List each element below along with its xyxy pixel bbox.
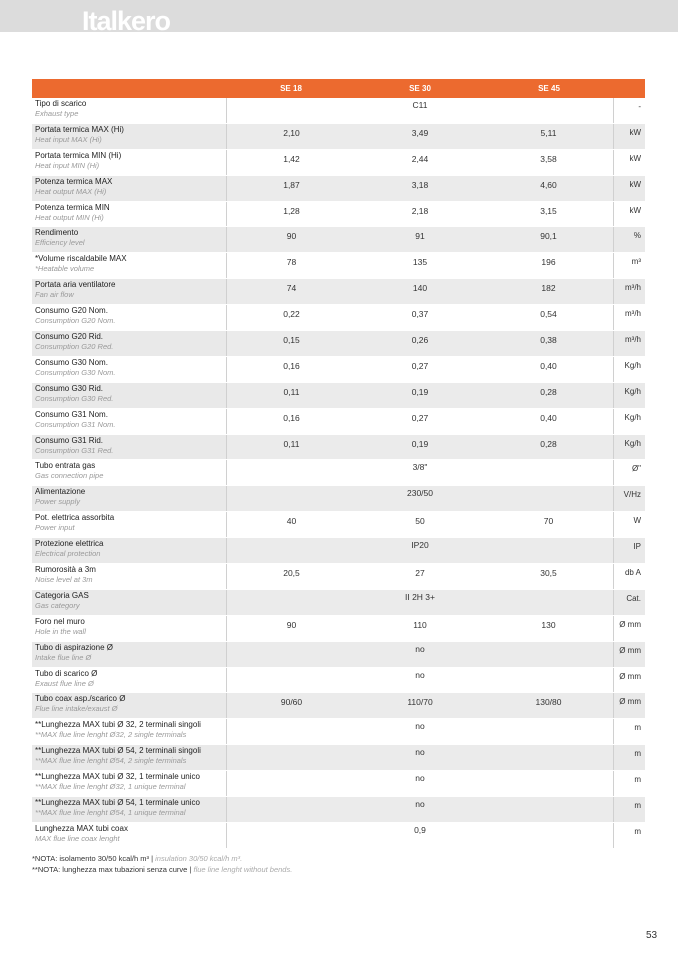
row-value-all-models: no bbox=[415, 799, 425, 810]
row-label-en: Fan air flow bbox=[35, 290, 74, 300]
row-value-se45: 0,40 bbox=[540, 412, 557, 423]
row-value-se18: 0,11 bbox=[283, 386, 300, 397]
row-label-cell bbox=[32, 202, 226, 227]
row-value-se18: 20,5 bbox=[283, 568, 300, 579]
row-unit: kW bbox=[629, 153, 641, 163]
row-label-it: Rumorosità a 3m bbox=[35, 565, 96, 575]
row-label-en: Consumption G30 Red. bbox=[35, 393, 114, 403]
row-value-all-models: II 2H 3+ bbox=[404, 591, 435, 602]
table-row bbox=[32, 253, 645, 279]
table-row bbox=[32, 719, 645, 745]
row-label-en: Power supply bbox=[35, 497, 81, 507]
table-row bbox=[32, 538, 645, 564]
row-value-se18: 90 bbox=[286, 619, 297, 630]
row-values bbox=[226, 305, 614, 330]
row-value-se30: 110/70 bbox=[407, 697, 433, 708]
table-row bbox=[32, 460, 645, 486]
row-label-cell bbox=[32, 227, 226, 252]
row-label-en: Flue line intake/exaust Ø bbox=[35, 704, 118, 714]
row-label-cell bbox=[32, 435, 226, 460]
row-values bbox=[226, 98, 614, 123]
row-value-se30: 27 bbox=[415, 568, 425, 579]
table-row bbox=[32, 668, 645, 694]
row-values bbox=[226, 745, 614, 770]
row-value-se45: 0,28 bbox=[540, 386, 557, 397]
row-values bbox=[226, 668, 614, 693]
row-label-it: Consumo G31 Nom. bbox=[35, 409, 108, 419]
row-label-cell bbox=[32, 305, 226, 330]
row-value-se30: 2,18 bbox=[411, 205, 429, 216]
row-values bbox=[226, 124, 614, 149]
row-unit: Ø mm bbox=[614, 693, 645, 718]
row-label-cell bbox=[32, 512, 226, 537]
row-value-se30: 0,27 bbox=[411, 360, 429, 371]
row-value-all-models: 3/8" bbox=[412, 462, 428, 473]
row-label-it: Rendimento bbox=[35, 228, 79, 238]
row-value-se45: 130 bbox=[541, 619, 556, 630]
row-label-cell bbox=[32, 771, 226, 796]
row-value-se18: 40 bbox=[286, 516, 297, 527]
row-value-se30: 0,26 bbox=[411, 335, 429, 346]
row-value-se18: 74 bbox=[286, 283, 297, 294]
row-value-se30: 50 bbox=[415, 516, 425, 527]
row-label-en: Heat output MAX (Hi) bbox=[35, 186, 107, 196]
table-row bbox=[32, 642, 645, 668]
table-row bbox=[32, 512, 645, 538]
row-values bbox=[226, 538, 614, 563]
row-label-it: Consumo G30 Rid. bbox=[35, 383, 104, 393]
row-label-en: **MAX flue line lenght Ø32, 1 unique terminal bbox=[35, 782, 186, 792]
row-values bbox=[226, 435, 614, 460]
footnote-2-en: flue line lenght without bends. bbox=[193, 865, 293, 874]
row-value-se45: 5,11 bbox=[540, 127, 557, 138]
row-value-se45: 70 bbox=[543, 516, 554, 527]
row-unit: Ø" bbox=[631, 464, 641, 474]
row-label-en: Exaust flue line Ø bbox=[35, 678, 94, 688]
row-unit: m³/h bbox=[625, 309, 641, 319]
row-values bbox=[226, 590, 614, 615]
row-unit: Ø mm bbox=[619, 671, 641, 681]
table-row bbox=[32, 616, 645, 642]
spec-table bbox=[32, 79, 645, 849]
row-unit: kW bbox=[629, 205, 641, 215]
row-unit: m bbox=[634, 775, 641, 785]
row-value-se30: 0,19 bbox=[411, 438, 429, 449]
row-unit: m bbox=[614, 797, 645, 822]
table-row bbox=[32, 771, 645, 797]
row-values bbox=[226, 227, 614, 252]
row-unit: % bbox=[614, 227, 645, 252]
row-label-cell bbox=[32, 590, 226, 615]
row-value-se18: 78 bbox=[286, 257, 297, 268]
row-value-se45: 90,1 bbox=[540, 231, 557, 242]
row-values bbox=[226, 150, 614, 175]
row-label-it: Portata aria ventilatore bbox=[35, 280, 116, 290]
header-empty bbox=[32, 79, 226, 98]
header-col-se18: SE 18 bbox=[280, 84, 302, 93]
row-value-all-models: no bbox=[415, 721, 425, 732]
row-value-se45: 4,60 bbox=[540, 179, 557, 190]
row-unit: Ø mm bbox=[619, 619, 641, 629]
row-label-cell bbox=[32, 693, 226, 718]
row-label-cell bbox=[32, 616, 226, 641]
row-value-se30: 135 bbox=[412, 257, 428, 268]
row-value-all-models: no bbox=[415, 773, 425, 784]
footnote-1-it: *NOTA: isolamento 30/50 kcal/h m³ | bbox=[32, 854, 154, 863]
row-value-se18: 0,11 bbox=[283, 438, 300, 449]
row-unit: Ø mm bbox=[614, 642, 645, 667]
row-values bbox=[226, 279, 614, 304]
row-label-it: Consumo G20 Nom. bbox=[35, 306, 108, 316]
row-unit: m bbox=[634, 826, 641, 836]
row-values bbox=[226, 616, 614, 641]
table-row bbox=[32, 435, 645, 461]
row-value-se30: 0,37 bbox=[411, 309, 429, 320]
row-values bbox=[226, 719, 614, 744]
row-label-it: Portata termica MIN (Hi) bbox=[35, 150, 122, 160]
table-header bbox=[32, 79, 645, 98]
row-label-it: Consumo G20 Rid. bbox=[35, 332, 104, 342]
row-label-it: **Lunghezza MAX tubi Ø 32, 1 terminale unico bbox=[35, 772, 200, 782]
row-values bbox=[226, 331, 614, 356]
row-unit: Kg/h bbox=[624, 412, 641, 422]
row-value-se45: 0,38 bbox=[540, 335, 557, 346]
row-label-en: Heat input MIN (Hi) bbox=[35, 160, 100, 170]
row-value-se18: 1,28 bbox=[283, 205, 300, 216]
row-value-all-models: 230/50 bbox=[407, 488, 433, 499]
row-values bbox=[226, 176, 614, 201]
row-unit: W bbox=[633, 516, 641, 526]
row-label-cell bbox=[32, 797, 226, 822]
row-value-all-models: no bbox=[415, 747, 425, 758]
row-label-it: Consumo G31 Rid. bbox=[35, 435, 104, 445]
row-label-it: Categoria GAS bbox=[35, 590, 89, 600]
row-label-en: *Heatable volume bbox=[35, 264, 95, 274]
row-label-cell bbox=[32, 176, 226, 201]
table-body bbox=[32, 98, 645, 849]
row-unit: m³ bbox=[631, 257, 641, 267]
row-value-se18: 0,15 bbox=[283, 335, 300, 346]
row-label-it: Tipo di scarico bbox=[35, 99, 87, 108]
header-unit bbox=[614, 79, 645, 98]
row-label-cell bbox=[32, 719, 226, 744]
row-label-it: Tubo entrata gas bbox=[35, 461, 96, 471]
row-label-cell bbox=[32, 745, 226, 770]
row-value-all-models: 0,9 bbox=[414, 824, 426, 835]
row-label-en: Consumption G31 Nom. bbox=[35, 419, 116, 429]
row-label-it: Consumo G30 Nom. bbox=[35, 357, 108, 367]
table-row bbox=[32, 383, 645, 409]
row-value-se18: 1,42 bbox=[283, 153, 300, 164]
footnote-2-it: **NOTA: lunghezza max tubazioni senza curve | bbox=[32, 865, 192, 874]
row-label-en: Hole in the wall bbox=[35, 626, 86, 636]
row-label-cell bbox=[32, 642, 226, 667]
row-value-se30: 3,18 bbox=[411, 179, 429, 190]
row-value-se45: 0,40 bbox=[540, 360, 557, 371]
table-row bbox=[32, 693, 645, 719]
row-unit: m bbox=[634, 723, 641, 733]
row-label-it: Potenza termica MIN bbox=[35, 202, 110, 212]
footnote-1 bbox=[32, 853, 292, 864]
table-row bbox=[32, 823, 645, 849]
row-unit: - bbox=[638, 102, 641, 111]
table-row bbox=[32, 409, 645, 435]
row-label-it: Protezione elettrica bbox=[35, 539, 104, 549]
row-label-en: Electrical protection bbox=[35, 549, 101, 559]
row-label-cell bbox=[32, 357, 226, 382]
row-unit: IP bbox=[614, 538, 645, 563]
row-values bbox=[226, 253, 614, 278]
footnote-2 bbox=[32, 864, 292, 875]
row-label-cell bbox=[32, 538, 226, 563]
row-unit: Kg/h bbox=[614, 435, 645, 460]
table-row bbox=[32, 305, 645, 331]
row-values bbox=[226, 409, 614, 434]
row-unit: V/Hz bbox=[614, 486, 645, 511]
row-label-en: Power input bbox=[35, 523, 75, 533]
table-row bbox=[32, 797, 645, 823]
row-unit: m³/h bbox=[614, 279, 645, 304]
row-label-en: Consumption G20 Nom. bbox=[35, 316, 116, 326]
table-row bbox=[32, 279, 645, 305]
row-value-se45: 130/80 bbox=[535, 697, 562, 708]
row-label-it: Potenza termica MAX bbox=[35, 176, 113, 186]
table-row bbox=[32, 486, 645, 512]
row-label-cell bbox=[32, 279, 226, 304]
row-label-cell bbox=[32, 409, 226, 434]
row-unit: kW bbox=[614, 176, 645, 201]
row-values bbox=[226, 797, 614, 822]
row-label-it: Tubo coax asp./scarico Ø bbox=[35, 694, 126, 704]
row-values bbox=[226, 642, 614, 667]
row-label-it: Alimentazione bbox=[35, 487, 86, 497]
header-col-se45: SE 45 bbox=[538, 84, 560, 93]
row-label-en: Exhaust type bbox=[35, 109, 79, 118]
table-row bbox=[32, 150, 645, 176]
row-values bbox=[226, 202, 614, 227]
row-values bbox=[226, 512, 614, 537]
row-label-it: Tubo di aspirazione Ø bbox=[35, 642, 113, 652]
row-value-se18: 90/60 bbox=[280, 697, 303, 708]
row-value-se30: 110 bbox=[413, 619, 427, 630]
row-label-cell bbox=[32, 253, 226, 278]
row-label-it: *Volume riscaldabile MAX bbox=[35, 254, 127, 264]
row-value-all-models: no bbox=[415, 669, 425, 680]
row-label-it: Lunghezza MAX tubi coax bbox=[35, 823, 128, 833]
row-label-it: **Lunghezza MAX tubi Ø 54, 1 terminale unico bbox=[35, 798, 200, 808]
row-unit: Kg/h bbox=[614, 383, 645, 408]
row-label-en: Noise level at 3m bbox=[35, 575, 93, 585]
row-label-it: Pot. elettrica assorbita bbox=[35, 513, 115, 523]
row-label-cell bbox=[32, 331, 226, 356]
row-value-se18: 0,16 bbox=[283, 360, 300, 371]
row-value-all-models: C11 bbox=[412, 100, 428, 110]
row-label-cell bbox=[32, 486, 226, 511]
row-unit: Cat. bbox=[614, 590, 645, 615]
row-value-se45: 182 bbox=[541, 283, 556, 294]
row-value-se30: 0,27 bbox=[411, 412, 429, 423]
row-label-en: Heat input MAX (Hi) bbox=[35, 134, 102, 144]
row-label-it: Tubo di scarico Ø bbox=[35, 668, 98, 678]
table-row bbox=[32, 357, 645, 383]
row-label-en: **MAX flue line lenght Ø32, 2 single terminals bbox=[35, 730, 187, 740]
row-label-en: Gas category bbox=[35, 600, 80, 610]
row-value-se45: 3,58 bbox=[540, 153, 557, 164]
row-label-cell bbox=[32, 460, 226, 485]
row-value-all-models: IP20 bbox=[411, 540, 429, 551]
table-row bbox=[32, 564, 645, 590]
row-value-se30: 3,49 bbox=[411, 127, 429, 138]
row-unit: kW bbox=[614, 124, 645, 149]
row-value-se18: 0,16 bbox=[283, 412, 300, 423]
row-label-en: Consumption G20 Red. bbox=[35, 342, 114, 352]
row-label-en: **MAX flue line lenght Ø54, 2 single terminals bbox=[35, 756, 187, 766]
footnotes bbox=[32, 853, 292, 875]
table-row bbox=[32, 227, 645, 253]
row-values bbox=[226, 460, 614, 485]
row-unit: db A bbox=[624, 568, 641, 578]
row-value-se18: 2,10 bbox=[283, 127, 300, 138]
row-values bbox=[226, 771, 614, 796]
brand-logo: Italkero bbox=[82, 6, 171, 32]
header-col-se30: SE 30 bbox=[409, 84, 431, 93]
row-value-se18: 1,87 bbox=[283, 179, 300, 190]
row-value-se30: 140 bbox=[412, 283, 428, 294]
row-value-se45: 196 bbox=[541, 257, 556, 268]
row-values bbox=[226, 486, 614, 511]
row-value-all-models: no bbox=[415, 643, 425, 654]
page-number: 53 bbox=[646, 930, 658, 941]
table-row bbox=[32, 124, 645, 150]
table-row bbox=[32, 745, 645, 771]
row-label-it: Portata termica MAX (Hi) bbox=[35, 124, 124, 134]
row-values bbox=[226, 823, 614, 848]
row-label-en: MAX flue line coax lenght bbox=[35, 833, 120, 843]
table-row bbox=[32, 176, 645, 202]
row-values bbox=[226, 564, 614, 589]
row-unit: m³/h bbox=[614, 331, 645, 356]
row-label-en: Gas connection pipe bbox=[35, 471, 104, 481]
row-label-en: Intake flue line Ø bbox=[35, 652, 92, 662]
row-label-it: **Lunghezza MAX tubi Ø 54, 2 terminali singoli bbox=[35, 746, 201, 756]
row-label-en: Efficiency level bbox=[35, 238, 85, 248]
row-label-cell bbox=[32, 564, 226, 589]
row-value-se45: 30,5 bbox=[540, 568, 557, 579]
row-value-se30: 91 bbox=[415, 231, 425, 242]
top-bar bbox=[0, 0, 678, 32]
row-value-se45: 0,54 bbox=[540, 309, 557, 320]
row-value-se30: 0,19 bbox=[411, 386, 429, 397]
row-label-cell bbox=[32, 124, 226, 149]
table-row bbox=[32, 202, 645, 228]
row-unit: Kg/h bbox=[624, 360, 641, 370]
row-value-se18: 0,22 bbox=[283, 309, 300, 320]
row-values bbox=[226, 357, 614, 382]
row-label-en: **MAX flue line lenght Ø54, 1 unique terminal bbox=[35, 808, 186, 818]
row-value-se45: 3,15 bbox=[540, 205, 557, 216]
row-label-cell bbox=[32, 823, 226, 848]
table-row bbox=[32, 98, 645, 124]
table-row bbox=[32, 590, 645, 616]
row-label-cell bbox=[32, 98, 226, 123]
row-values bbox=[226, 693, 614, 718]
row-value-se18: 90 bbox=[286, 231, 297, 242]
row-label-cell bbox=[32, 383, 226, 408]
table-row bbox=[32, 331, 645, 357]
row-label-en: Heat output MIN (Hi) bbox=[35, 212, 104, 222]
row-label-en: Consumption G31 Red. bbox=[35, 445, 114, 455]
row-label-cell bbox=[32, 150, 226, 175]
row-value-se30: 2,44 bbox=[411, 153, 429, 164]
footnote-1-en: insulation 30/50 kcal/h m³. bbox=[155, 854, 243, 863]
row-value-se45: 0,28 bbox=[540, 438, 557, 449]
row-label-en: Consumption G30 Nom. bbox=[35, 367, 116, 377]
row-label-it: Foro nel muro bbox=[35, 616, 85, 626]
row-label-cell bbox=[32, 668, 226, 693]
row-unit: m bbox=[614, 745, 645, 770]
row-label-it: **Lunghezza MAX tubi Ø 32, 2 terminali singoli bbox=[35, 720, 201, 730]
row-values bbox=[226, 383, 614, 408]
